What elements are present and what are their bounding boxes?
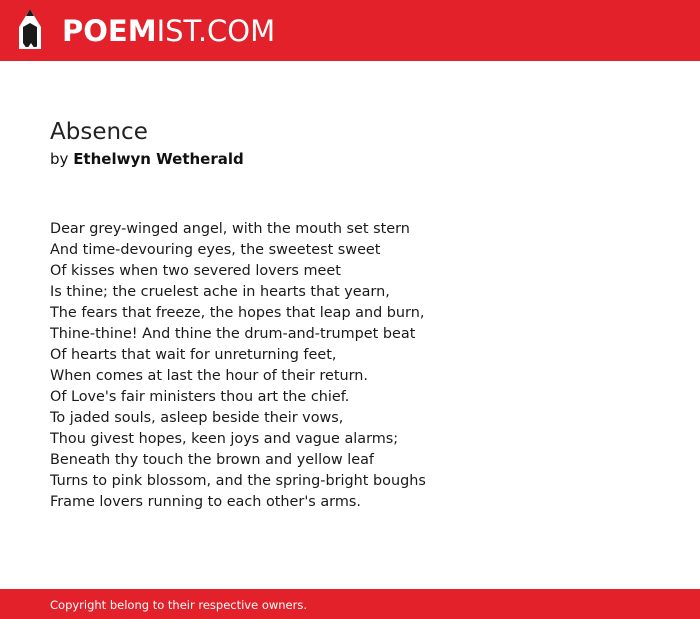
poem-line: Of kisses when two severed lovers meet	[50, 263, 341, 279]
poem-line: Of Love's fair ministers thou art the chief.	[50, 389, 350, 405]
poem-line: Frame lovers running to each other's arms.	[50, 494, 361, 510]
brand-bold-text: POEM	[62, 14, 157, 48]
poem-line: Beneath thy touch the brown and yellow leaf	[50, 452, 374, 468]
poem-body	[50, 219, 650, 513]
poem-line: Thine-thine! And thine the drum-and-trumpet beat	[50, 326, 416, 342]
poem-line: Turns to pink blossom, and the spring-bright boughs	[50, 473, 426, 489]
site-logo-link[interactable]	[62, 13, 275, 49]
brand-light-text: IST.COM	[156, 14, 276, 48]
byline	[50, 148, 650, 170]
poem-line: Of hearts that wait for unreturning feet,	[50, 347, 337, 363]
site-header	[0, 0, 700, 61]
poem-line: To jaded souls, asleep beside their vows,	[50, 410, 344, 426]
site-footer	[0, 589, 700, 619]
by-prefix: by	[50, 150, 69, 168]
poem-line: Dear grey-winged angel, with the mouth set stern	[50, 221, 410, 237]
poem-line: The fears that freeze, the hopes that leap and burn,	[50, 305, 425, 321]
poem-line: And time-devouring eyes, the sweetest sweet	[50, 242, 381, 258]
poem-line: Is thine; the cruelest ache in hearts that yearn,	[50, 284, 390, 300]
poem-title: Absence	[50, 119, 148, 145]
copyright-text: Copyright belong to their respective owners.	[50, 598, 308, 612]
poem-line: When comes at last the hour of their return.	[50, 368, 368, 384]
pencil-tip-icon[interactable]	[17, 9, 43, 51]
poem-line: Thou givest hopes, keen joys and vague alarms;	[50, 431, 399, 447]
poem-heading	[50, 118, 650, 170]
author-link[interactable]: Ethelwyn Wetherald	[73, 150, 244, 168]
